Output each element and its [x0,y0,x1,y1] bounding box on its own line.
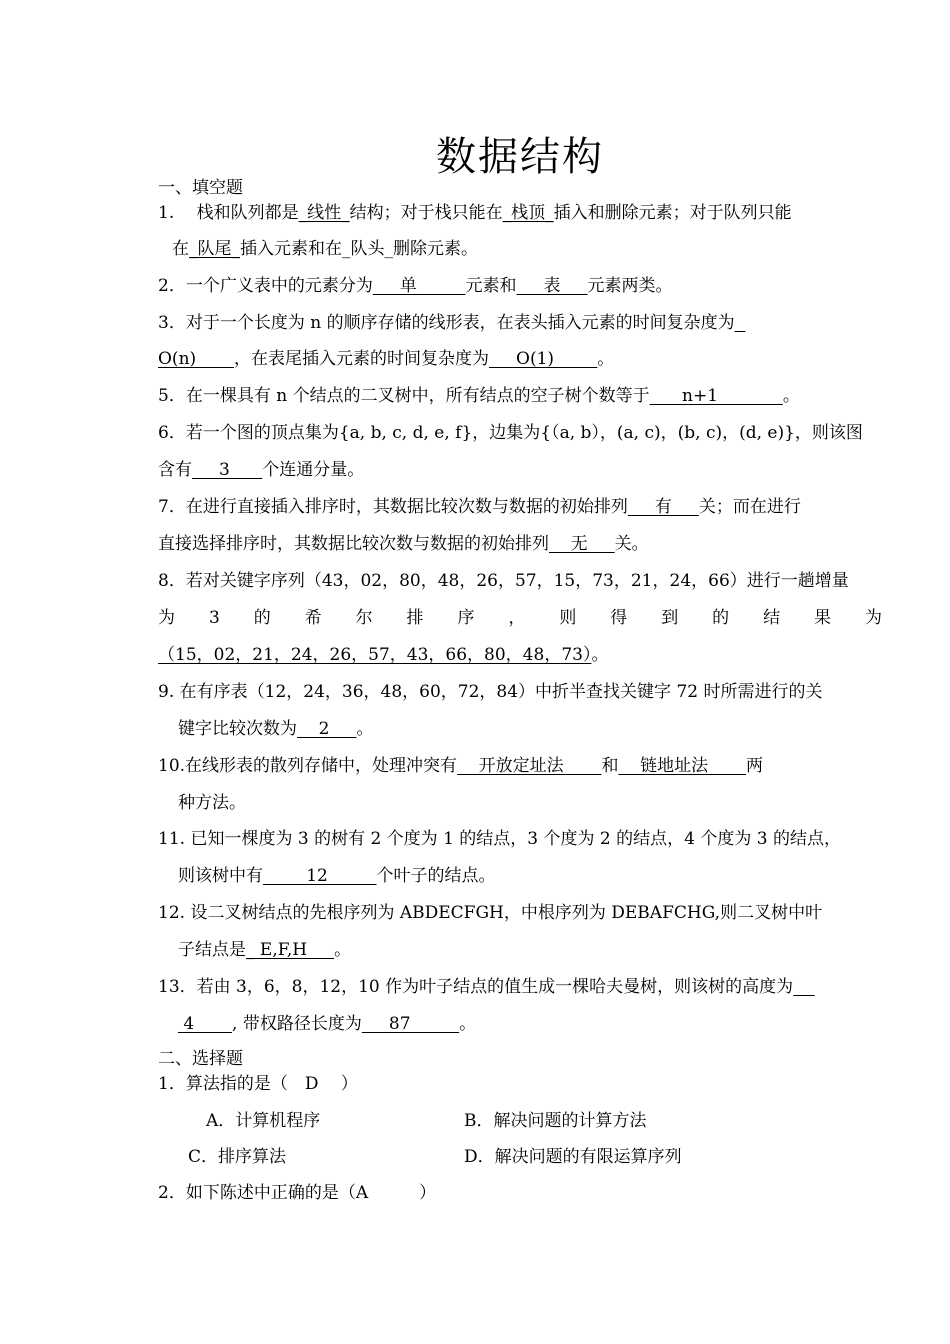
question-3-line-1: 3．对于一个长度为 n 的顺序存储的线形表，在表头插入元素的时间复杂度为 [158,313,735,333]
answer-blank: 4 [178,1014,233,1034]
answer-blank: 87 [361,1014,460,1034]
answer-blank: 12 [263,866,377,886]
option-a: A．计算机程序 [206,1111,321,1131]
question-13-line-1: 13．若由 3，6，8，12，10 作为叶子结点的值生成一棵哈夫曼树，则该树的高度为 [158,977,794,997]
question-5: 5．在一棵具有 n 个结点的二叉树中，所有结点的空子树个数等于 n+1 。 [158,386,800,406]
answer-blank: 3 [192,460,263,480]
answer-blank: 2 [297,719,357,739]
answer-blank: _ E,F,H [246,940,335,960]
question-8-line-2: 为 3 的 希 尔 排 序 ， 则 得 到 的 结 果 为 [158,608,882,628]
question-6-line-2: 含有 3 个连通分量。 [158,460,365,480]
question-13-line-2: 4 , 带权路径长度为 87 。 [178,1014,477,1034]
option-b: B．解决问题的计算方法 [464,1111,647,1131]
section-heading-fill-in: 一、填空题 [158,178,243,198]
question-12-line-1: 12. 设二叉树结点的先根序列为 ABDECFGH，中根序列为 DEBAFCHG,则二叉树中叶 [158,903,823,923]
question-7-line-2: 直接选择排序时，其数据比较次数与数据的初始排列 无 关。 [158,534,649,554]
question-7-line-1: 7．在进行直接插入排序时，其数据比较次数与数据的初始排列 有 关；而在进行 [158,497,801,517]
question-3-line-2: O(n) ，在表尾插入元素的时间复杂度为 O(1) 。 [158,349,615,369]
question-9-line-2: 键字比较次数为 2 。 [178,719,374,739]
section-heading-multiple-choice: 二、选择题 [158,1049,243,1069]
choice-question-1: 1．算法指的是（ D ） [158,1074,358,1094]
answer-blank: _栈顶_ [502,203,554,223]
question-1-line-1: 1. 栈和队列都是_线性_结构；对于栈只能在_栈顶_插入和删除元素；对于队列只能 [158,203,792,223]
answer-blank: （15，02，21，24，26，57，43，66，80，48，73） [158,645,592,665]
answer-blank: 表 [516,276,588,296]
answer-blank: 有 [627,497,699,517]
answer-blank: O(n) [158,349,234,369]
question-2: 2．一个广义表中的元素分为 单 元素和 表 元素两类。 [158,276,673,296]
answer-blank: 单 [372,276,466,296]
question-8-line-1: 8．若对关键字序列（43，02，80，48，26，57，15，73，21，24，66）进行一趟增量 [158,571,849,591]
answer-blank: _线性_ [298,203,350,223]
answer-blank: _队尾_ [189,239,240,259]
question-10-line-2: 种方法。 [178,793,246,813]
answer-blank: 开放定址法 [457,756,602,776]
question-8-line-3: （15，02，21，24，26，57，43，66，80，48，73）。 [158,645,609,665]
answer-blank: O(1) [488,349,598,369]
question-10-line-1: 10.在线形表的散列存储中，处理冲突有 开放定址法 和 链地址法 两 [158,756,763,776]
question-11-line-1: 11. 已知一棵度为 3 的树有 2 个度为 1 的结点，3 个度为 2 的结点，4 个度为 3 的结点， [158,829,841,849]
answer-blank: n+1 [649,386,783,406]
question-9-line-1: 9. 在有序表（12，24，36，48，60，72，84）中折半查找关键字 72 时所需进行的关 [158,682,823,702]
option-d: D．解决问题的有限运算序列 [464,1147,682,1167]
question-12-line-2: 子结点是_ E,F,H 。 [178,940,352,960]
question-11-line-2: 则该树中有 12 个叶子的结点。 [178,866,496,886]
page-title: 数据结构 [436,134,604,180]
choice-question-2: 2．如下陈述中正确的是（A ） [158,1183,437,1203]
option-c: C．排序算法 [188,1147,287,1167]
question-6-line-1: 6．若一个图的顶点集为{a, b, c, d, e, f}，边集为{（a, b），(a, c)，(b, c)，(d, e)}，则该图 [158,423,863,443]
answer-blank: 链地址法 [618,756,746,776]
answer-blank: 无 [549,534,615,554]
question-1-line-2: 在_队尾_插入元素和在_队头_删除元素。 [172,239,478,259]
